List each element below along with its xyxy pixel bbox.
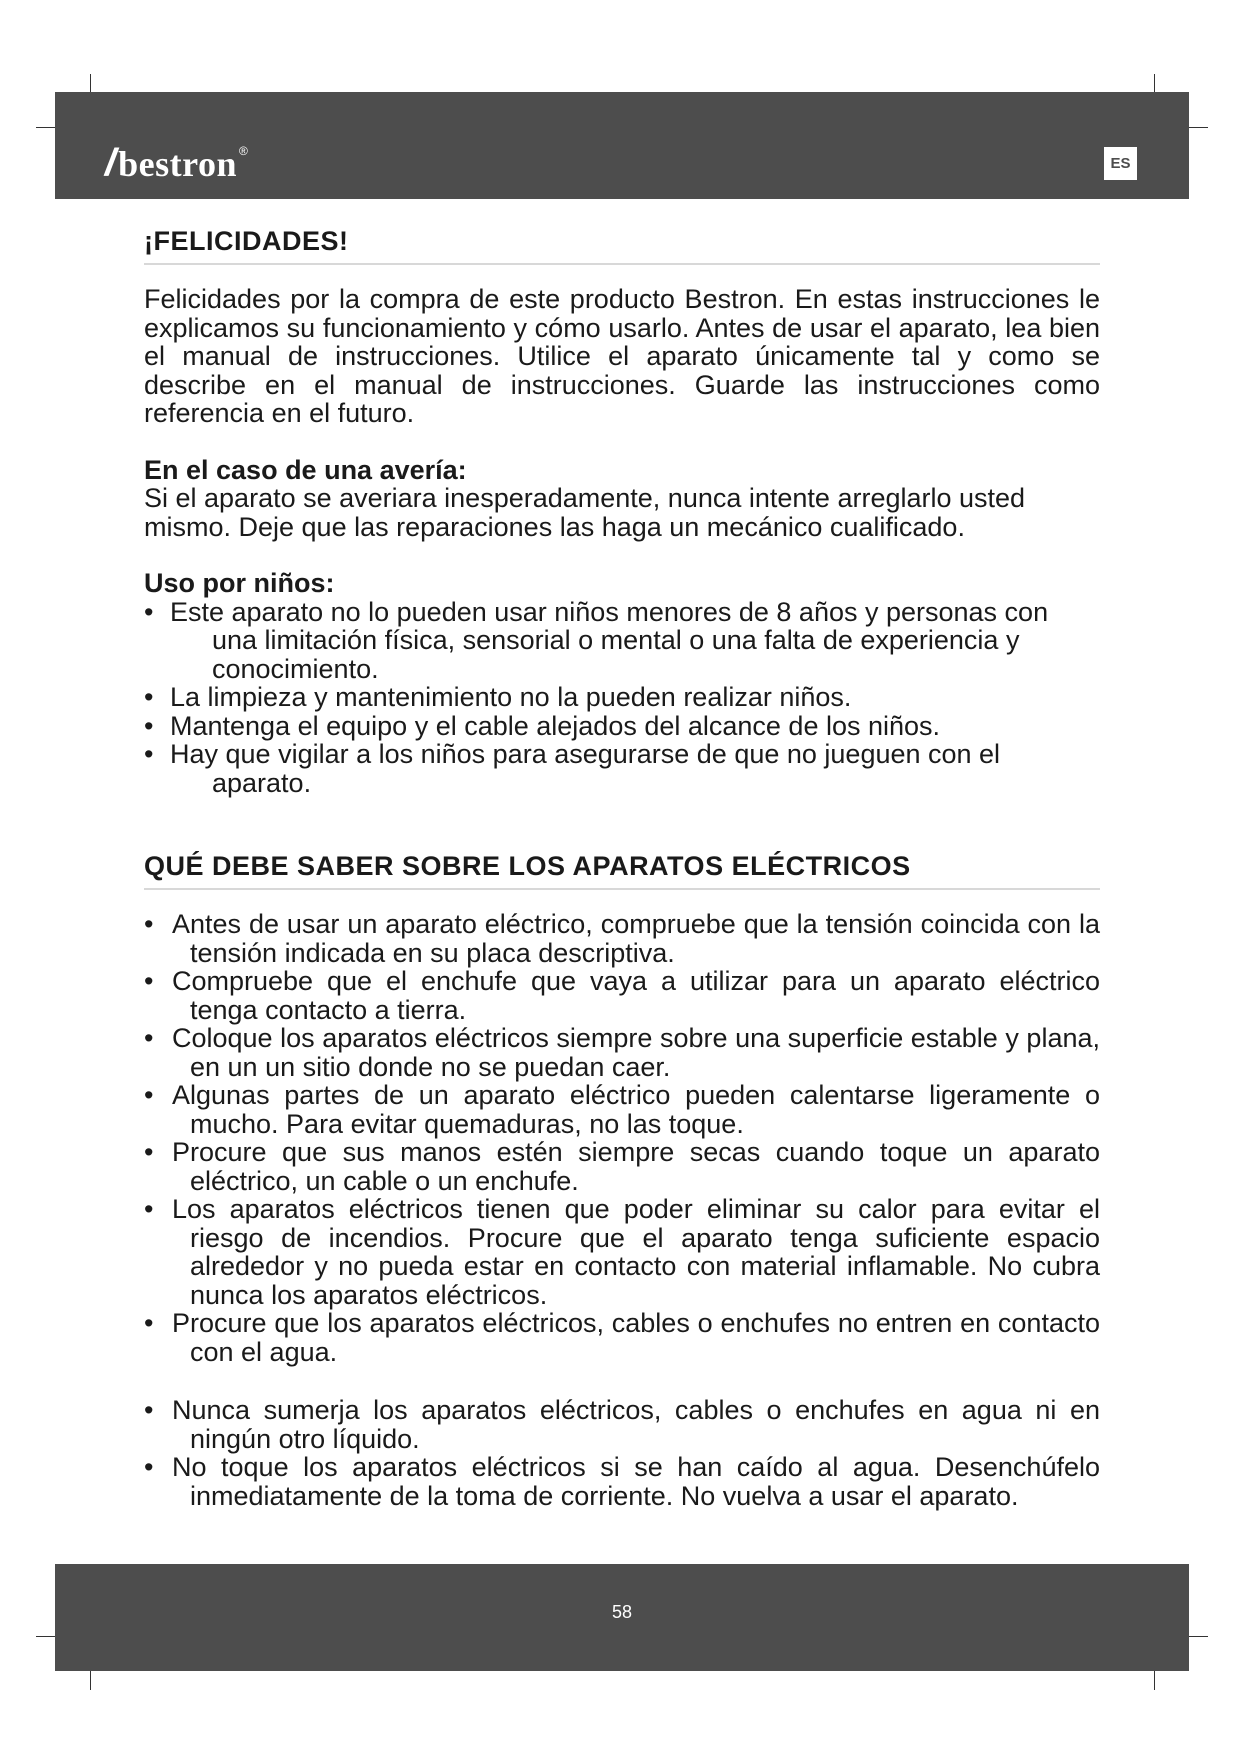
list-item: • Procure que sus manos estén siempre secas cuando toque un aparato eléctrico, un cable o un enchufe. [144,1138,1100,1195]
section-title-electrical: QUÉ DEBE SABER SOBRE LOS APARATOS ELÉCTRICOS [144,851,1100,890]
electrical-list [144,910,1100,1510]
list-item: • Nunca sumerja los aparatos eléctricos, cables o enchufes en agua ni en ningún otro líquido. [144,1396,1100,1453]
section-title-congratulations: ¡FELICIDADES! [144,226,1100,265]
list-item: • Hay que vigilar a los niños para asegurarse de que no jueguen con el aparato. [144,740,1100,797]
list-item: • Compruebe que el enchufe que vaya a utilizar para un aparato eléctrico tenga contacto a tierra. [144,967,1100,1024]
header-bar [55,92,1189,199]
bestron-logo [105,142,248,185]
list-item: • No toque los aparatos eléctricos si se han caído al agua. Desenchúfelo inmediatamente de la toma de corriente. No vuelva a usar el aparato. [144,1453,1100,1510]
children-heading: Uso por niños: [144,568,335,598]
page-number: 58 [611,1602,633,1622]
brand-name: bestron [118,143,237,184]
list-item: • Coloque los aparatos eléctricos siempre sobre una superficie estable y plana, en un un sitio donde no se puedan caer. [144,1024,1100,1081]
language-badge: ES [1104,147,1137,180]
list-item: • La limpieza y mantenimiento no la pueden realizar niños. [144,683,1100,712]
list-item: • Este aparato no lo pueden usar niños menores de 8 años y personas con una limitación física, sensorial o mental o una falta de experiencia y conocimiento. [144,598,1100,684]
footer-bar [55,1564,1189,1671]
registered-mark: ® [238,144,248,158]
page-content [144,226,1100,1510]
children-list [144,598,1100,798]
breakdown-heading: En el caso de una avería: [144,454,467,485]
list-item: • Mantenga el equipo y el cable alejados del alcance de los niños. [144,712,1100,741]
list-item: • Algunas partes de un aparato eléctrico pueden calentarse ligeramente o mucho. Para evitar quemaduras, no las toque. [144,1081,1100,1138]
list-item: • Los aparatos eléctricos tienen que poder eliminar su calor para evitar el riesgo de incendios. Procure que el aparato tenga suficiente espacio alrededor y no pueda estar en contacto con material inflamable. No cubra nunca los aparatos eléctricos. [144,1195,1100,1309]
chevron-logo-icon: // [105,142,107,184]
intro-paragraph: Felicidades por la compra de este producto Bestron. En estas instrucciones le explicamos su funcionamiento y cómo usarlo. Antes de usar el aparato, lea bien el manual de instrucciones. Utilice el aparato únicamente tal y como se describe en el manual de instrucciones. Guarde las instrucciones como referencia en el futuro. [144,284,1100,428]
breakdown-paragraph: Si el aparato se averiara inesperadamente, nunca intente arreglarlo usted mismo. Deje que las reparaciones las haga un mecánico cualificado. [144,483,1026,542]
list-item: • Antes de usar un aparato eléctrico, compruebe que la tensión coincida con la tensión indicada en su placa descriptiva. [144,910,1100,967]
list-item: • Procure que los aparatos eléctricos, cables o enchufes no entren en contacto con el agua. [144,1309,1100,1366]
